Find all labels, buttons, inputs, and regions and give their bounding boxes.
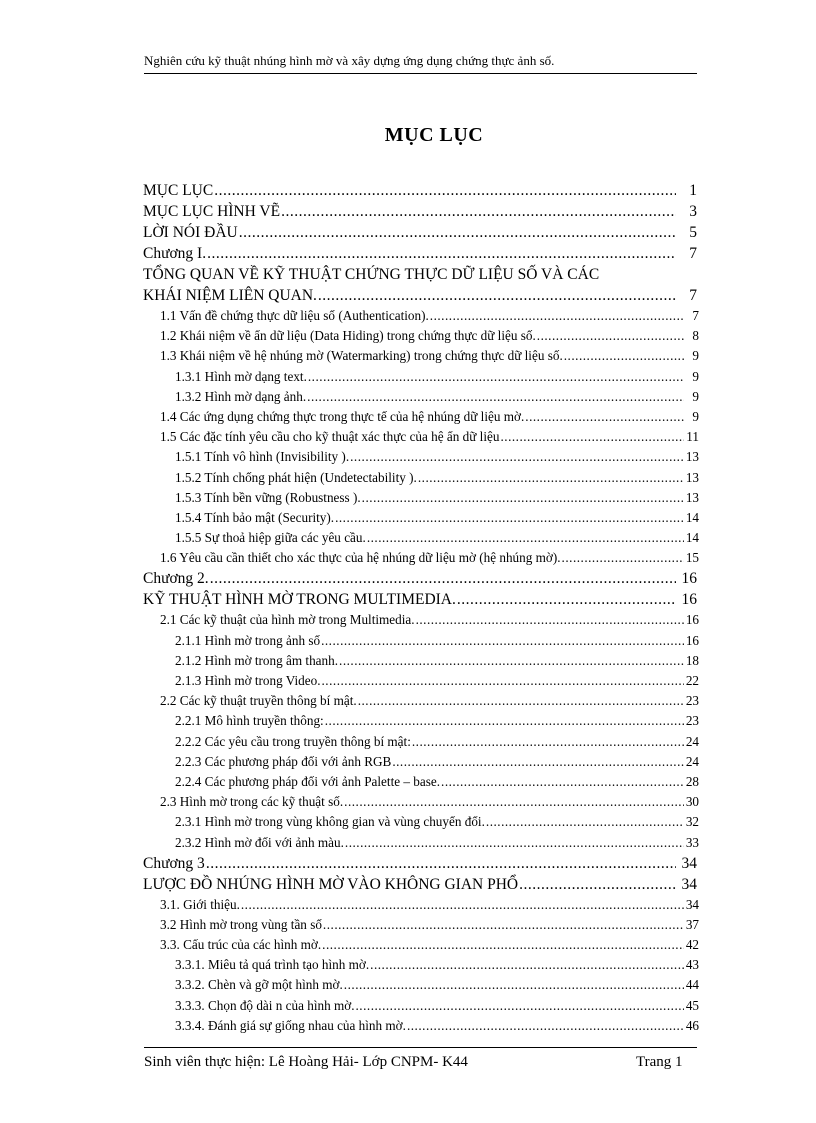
toc-entry[interactable] [143, 201, 699, 222]
toc-entry-page: 13 [685, 469, 699, 485]
toc-leader-dots [441, 772, 684, 792]
toc-entry-title: MỤC LỤC HÌNH VẼ [143, 203, 281, 220]
toc-entry-title: 2.3.2 Hình mờ đối với ảnh màu. [175, 834, 344, 850]
toc-leader-dots [457, 589, 676, 610]
toc-entry-title: 2.2.1 Mô hình truyền thông: [175, 713, 324, 729]
toc-leader-dots [281, 201, 676, 222]
toc-entry-title: 2.1.2 Hình mờ trong âm thanh. [175, 652, 339, 668]
toc-entry-title: 1.5.1 Tính vô hình (Invisibility ). [175, 449, 350, 465]
toc-entry[interactable] [143, 691, 699, 711]
toc-entry-page: 16 [685, 632, 699, 648]
toc-entry-title: 1.3.1 Hình mờ dạng text. [175, 368, 307, 384]
toc-entry-page: 3 [689, 203, 697, 220]
toc-leader-dots [356, 996, 685, 1016]
toc-entry[interactable] [143, 1016, 699, 1036]
toc-entry[interactable] [143, 222, 699, 243]
toc-entry-title: 1.5.3 Tính bền vững (Robustness ). [175, 489, 361, 505]
toc-leader-dots [325, 711, 684, 731]
toc-entry-title: 2.2.4 Các phương pháp đối với ảnh Palette – base. [175, 773, 441, 789]
toc-entry-title: 1.2 Khái niệm về ẩn dữ liệu (Data Hiding) trong chứng thực dữ liệu số. [160, 328, 536, 344]
toc-entry[interactable] [143, 243, 699, 264]
toc-entry[interactable] [143, 488, 699, 508]
toc-entry-page: 16 [681, 591, 697, 609]
toc-entry-page: 22 [685, 673, 699, 688]
toc-leader-dots [418, 468, 684, 488]
toc-entry-title: 1.5 Các đặc tính yêu cầu cho kỹ thuật xác thực của hệ ẩn dữ liệu [160, 429, 500, 445]
table-of-contents [143, 180, 699, 1036]
toc-entry-page: 34 [681, 875, 697, 893]
toc-entry-title: 2.2 Các kỹ thuật truyền thông bí mật. [160, 693, 357, 709]
toc-entry-page: 1 [689, 182, 697, 199]
toc-entry-title: 1.4 Các ứng dụng chứng thực trong thực tế của hệ nhúng dữ liệu mờ. [160, 408, 525, 424]
toc-entry-page: 16 [681, 570, 697, 588]
toc-entry-page: 16 [685, 612, 699, 628]
toc-entry-page: 24 [685, 753, 699, 769]
toc-entry-title: 1.6 Yêu cầu cần thiết cho xác thực của hệ nhúng dữ liệu mờ (hệ nhúng mờ). [160, 550, 561, 566]
toc-entry-page: 5 [689, 224, 697, 241]
toc-entry[interactable] [143, 528, 699, 548]
toc-entry[interactable] [143, 651, 699, 671]
toc-entry[interactable] [143, 812, 699, 832]
toc-leader-dots [307, 387, 684, 407]
toc-leader-dots [207, 243, 676, 264]
toc-entry[interactable] [143, 508, 699, 528]
toc-entry-title: 2.2.3 Các phương pháp đối với ảnh RGB [175, 753, 392, 769]
toc-entry-title: 2.3.1 Hình mờ trong vùng không gian và vùng chuyển đổi. [175, 814, 485, 830]
toc-entry-page: 14 [685, 530, 699, 546]
toc-entry[interactable] [143, 874, 699, 895]
page-header: Nghiên cứu kỹ thuật nhúng hình mờ và xây dựng ứng dụng chứng thực ảnh số. [144, 53, 697, 74]
toc-entry-page: 43 [685, 957, 699, 973]
toc-entry-page: 9 [692, 388, 699, 404]
toc-entry-title: 1.1 Vấn đề chứng thực dữ liệu số (Authentication). [160, 308, 429, 323]
toc-leader-dots [537, 326, 684, 346]
toc-entry-title: KỸ THUẬT HÌNH MỜ TRONG MULTIMEDIA. [143, 591, 456, 609]
toc-entry[interactable] [143, 671, 699, 691]
toc-entry[interactable] [143, 631, 699, 651]
toc-entry[interactable] [143, 407, 699, 427]
footer-divider [144, 1047, 697, 1048]
toc-entry-page: 32 [685, 814, 699, 830]
toc-leader-dots [321, 631, 684, 651]
toc-entry[interactable] [143, 895, 699, 915]
toc-entry-page: 46 [685, 1017, 699, 1033]
toc-entry-page: 23 [685, 713, 699, 729]
toc-entry[interactable] [143, 792, 699, 812]
toc-entry-title: 3.1. Giới thiệu. [160, 896, 240, 912]
toc-leader-dots [562, 548, 684, 568]
toc-entry-page: 15 [685, 550, 699, 566]
toc-entry-page: 34 [685, 896, 699, 912]
footer-author: Sinh viên thực hiện: Lê Hoàng Hải- Lớp CNPM- K44 [144, 1054, 468, 1070]
toc-entry[interactable] [143, 975, 699, 995]
toc-entry-title: 1.5.4 Tính bảo mật (Security). [175, 509, 335, 525]
toc-entry[interactable] [143, 752, 699, 772]
toc-leader-dots [210, 568, 676, 589]
toc-leader-dots [345, 833, 684, 853]
toc-leader-dots [430, 306, 684, 326]
toc-entry-title: 3.3. Cấu trúc của các hình mờ. [160, 937, 322, 953]
toc-entry-title: LƯỢC ĐỒ NHÚNG HÌNH MỜ VÀO KHÔNG GIAN PHỔ [143, 875, 519, 893]
toc-entry-title: 2.3 Hình mờ trong các kỹ thuật số. [160, 794, 344, 810]
toc-leader-dots [318, 285, 676, 306]
toc-leader-dots [486, 812, 684, 832]
toc-entry-page: 11 [686, 429, 699, 445]
toc-entry-title: 3.3.1. Miêu tả quá trình tạo hình mờ. [175, 957, 370, 973]
toc-leader-dots [367, 528, 684, 548]
toc-entry-page: 7 [692, 308, 699, 323]
toc-entry-title: TỔNG QUAN VỀ KỸ THUẬT CHỨNG THỰC DỮ LIỆU SỐ VÀ CÁC [143, 266, 600, 283]
toc-entry-title: 2.1.3 Hình mờ trong Video. [175, 673, 321, 688]
toc-entry-title: KHÁI NIỆM LIÊN QUAN. [143, 287, 317, 304]
toc-entry-page: 9 [692, 368, 699, 384]
toc-entry[interactable] [143, 935, 699, 955]
toc-leader-dots [323, 915, 684, 935]
toc-leader-dots [350, 447, 684, 467]
toc-leader-dots [412, 732, 684, 752]
toc-entry[interactable] [143, 264, 699, 285]
toc-entry[interactable] [143, 306, 699, 326]
toc-leader-dots [239, 222, 676, 243]
toc-leader-dots [519, 874, 676, 895]
toc-entry-title: 2.1.1 Hình mờ trong ảnh số [175, 632, 321, 648]
toc-entry-page: 24 [685, 733, 699, 749]
toc-entry[interactable] [143, 180, 699, 201]
toc-entry[interactable] [143, 568, 699, 589]
toc-entry-page: 14 [685, 509, 699, 525]
toc-leader-dots [500, 427, 684, 447]
toc-entry-title: Chương I. [143, 245, 207, 262]
toc-leader-dots [339, 651, 684, 671]
toc-entry-title: LỜI NÓI ĐẦU [143, 224, 238, 241]
toc-entry-page: 7 [689, 245, 697, 262]
toc-leader-dots [416, 610, 684, 630]
toc-entry[interactable] [143, 732, 699, 752]
toc-entry-title: 3.2 Hình mờ trong vùng tần số [160, 916, 322, 932]
toc-entry-page: 44 [685, 977, 699, 993]
toc-entry[interactable] [143, 955, 699, 975]
toc-entry[interactable] [143, 853, 699, 874]
toc-entry-page: 9 [692, 408, 699, 424]
toc-entry[interactable] [143, 326, 699, 346]
toc-leader-dots [214, 180, 676, 201]
toc-leader-dots [564, 346, 684, 366]
toc-leader-dots [344, 792, 684, 812]
toc-entry-page: 28 [685, 773, 699, 789]
toc-leader-dots [344, 975, 684, 995]
toc-entry[interactable] [143, 833, 699, 853]
toc-entry-title: 1.3 Khái niệm về hệ nhúng mờ (Watermarking) trong chứng thực dữ liệu số. [160, 348, 563, 364]
toc-entry[interactable] [143, 387, 699, 407]
toc-entry-page: 45 [685, 997, 699, 1013]
toc-entry-title: 1.5.5 Sự thoả hiệp giữa các yêu cầu. [175, 530, 366, 546]
toc-leader-dots [206, 853, 676, 874]
toc-entry[interactable] [143, 447, 699, 467]
toc-entry-page: 13 [685, 449, 699, 465]
toc-entry[interactable] [143, 610, 699, 630]
toc-entry-page: 8 [692, 328, 699, 344]
toc-entry[interactable] [143, 915, 699, 935]
toc-leader-dots [358, 691, 684, 711]
toc-entry[interactable] [143, 548, 699, 568]
toc-leader-dots [525, 407, 684, 427]
toc-leader-dots [362, 488, 684, 508]
toc-leader-dots [392, 752, 684, 772]
toc-leader-dots [322, 935, 684, 955]
toc-entry-title: 2.1 Các kỹ thuật của hình mờ trong Multimedia. [160, 612, 415, 628]
toc-entry[interactable] [143, 367, 699, 387]
toc-entry-page: 42 [685, 937, 699, 953]
toc-leader-dots [308, 367, 684, 387]
toc-entry-title: Chương 3 [143, 854, 205, 872]
toc-entry-page: 37 [685, 916, 699, 932]
footer-page-number: Trang 1 [636, 1054, 683, 1070]
toc-entry[interactable] [143, 468, 699, 488]
toc-leader-dots [335, 508, 684, 528]
toc-entry-page: 9 [692, 348, 699, 364]
toc-entry[interactable] [143, 772, 699, 792]
toc-entry-page: 18 [685, 652, 699, 668]
toc-entry-title: 3.3.4. Đánh giá sự giống nhau của hình mờ. [175, 1017, 406, 1033]
toc-entry[interactable] [143, 589, 699, 610]
toc-entry[interactable] [143, 285, 699, 306]
toc-entry-title: 1.3.2 Hình mờ dạng ảnh. [175, 388, 307, 404]
toc-entry-title: 2.2.2 Các yêu cầu trong truyền thông bí mật: [175, 733, 411, 749]
toc-entry-title: 3.3.2. Chèn và gỡ một hình mờ. [175, 977, 343, 993]
toc-entry-page: 23 [685, 693, 699, 709]
page-title: MỤC LỤC [384, 124, 484, 146]
toc-entry[interactable] [143, 996, 699, 1016]
toc-entry-title: Chương 2. [143, 570, 209, 588]
toc-entry-page: 33 [685, 834, 699, 850]
toc-leader-dots [407, 1016, 684, 1036]
toc-leader-dots [241, 895, 684, 915]
toc-entry-page: 34 [681, 854, 697, 872]
toc-entry-title: 3.3.3. Chọn độ dài n của hình mờ. [175, 997, 355, 1013]
toc-entry-page: 7 [689, 287, 697, 304]
toc-entry[interactable] [143, 346, 699, 366]
toc-entry-title: MỤC LỤC [143, 182, 214, 199]
toc-leader-dots [370, 955, 684, 975]
toc-entry-page: 30 [685, 794, 699, 810]
toc-entry-page: 13 [685, 489, 699, 505]
toc-leader-dots [322, 671, 685, 691]
toc-entry[interactable] [143, 711, 699, 731]
toc-entry[interactable] [143, 427, 699, 447]
toc-entry-title: 1.5.2 Tính chống phát hiện (Undetectability ). [175, 469, 417, 485]
